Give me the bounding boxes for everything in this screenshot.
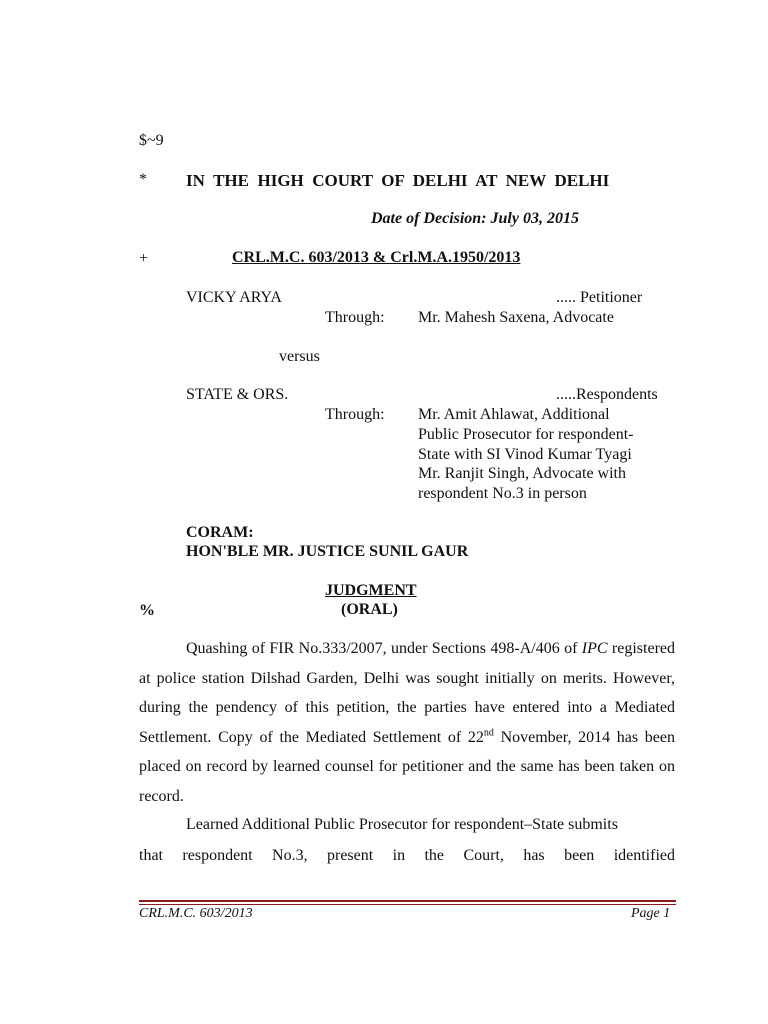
petitioner-counsel: Mr. Mahesh Saxena, Advocate bbox=[418, 309, 614, 326]
judgment-subtitle: (ORAL) bbox=[341, 601, 398, 618]
petitioner-through-label: Through: bbox=[325, 309, 385, 326]
percent-mark: % bbox=[139, 602, 155, 619]
coram-label: CORAM: bbox=[186, 524, 254, 541]
date-of-decision: Date of Decision: July 03, 2015 bbox=[371, 210, 579, 227]
respondent-role: .....Respondents bbox=[556, 386, 658, 403]
respondent-name: STATE & ORS. bbox=[186, 386, 289, 403]
paragraph-1-text-c: November, 2014 has been placed on record by learned counsel for petitioner and the same has been taken on record. bbox=[139, 728, 676, 805]
court-name: IN THE HIGH COURT OF DELHI AT NEW DELHI bbox=[186, 171, 610, 190]
paragraph-2-line-2: that respondent No.3, present in the Court, has been identified bbox=[139, 847, 675, 864]
star-mark: * bbox=[139, 171, 147, 188]
paragraph-1-text-b: registered at police station Dilshad Garden, Delhi was sought initially on merits. However, during the pendency of this petition, the parties have entered into a Mediated Settlement. Copy of the Mediated Settlement of 22 bbox=[139, 640, 676, 746]
footer-page-number: Page 1 bbox=[631, 906, 671, 921]
respondent-counsel-line: respondent No.3 in person bbox=[418, 485, 587, 502]
paragraph-1-ipc: IPC bbox=[581, 640, 608, 657]
judgment-title: JUDGMENT bbox=[325, 582, 417, 599]
coram-judge: HON'BLE MR. JUSTICE SUNIL GAUR bbox=[186, 543, 469, 560]
respondent-counsel-line: Mr. Amit Ahlawat, Additional bbox=[418, 406, 610, 423]
judgment-paragraph-1 bbox=[139, 634, 675, 811]
footer-rule-bottom bbox=[139, 904, 676, 905]
footer-case-ref: CRL.M.C. 603/2013 bbox=[139, 906, 253, 921]
paragraph-1-superscript: nd bbox=[483, 727, 494, 739]
item-code: $~9 bbox=[139, 132, 164, 149]
versus-label: versus bbox=[279, 348, 320, 365]
petitioner-name: VICKY ARYA bbox=[186, 289, 282, 306]
petitioner-role: ..... Petitioner bbox=[556, 289, 643, 306]
case-number: CRL.M.C. 603/2013 & Crl.M.A.1950/2013 bbox=[232, 249, 521, 266]
paragraph-1-text-a: Quashing of FIR No.333/2007, under Sections 498-A/406 of bbox=[186, 640, 582, 657]
footer-rule-top bbox=[139, 900, 676, 902]
respondent-counsel-line: Mr. Ranjit Singh, Advocate with bbox=[418, 465, 626, 482]
respondent-counsel-line: Public Prosecutor for respondent- bbox=[418, 426, 634, 443]
respondent-counsel-line: State with SI Vinod Kumar Tyagi bbox=[418, 446, 632, 463]
plus-mark: + bbox=[139, 250, 149, 267]
respondent-through-label: Through: bbox=[325, 406, 385, 423]
paragraph-2-line-1: Learned Additional Public Prosecutor for respondent–State submits bbox=[186, 816, 618, 833]
